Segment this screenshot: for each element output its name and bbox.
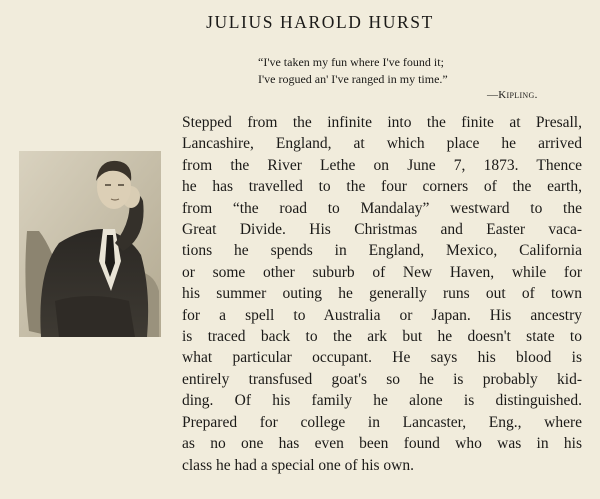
page-title: JULIUS HAROLD HURST	[206, 12, 434, 32]
epigraph-line: I've rogued an' I've ranged in my time.”	[258, 72, 448, 86]
bio-line: entirely transfused goat's so he is probably kid-	[182, 370, 582, 388]
bio-line: class he had a special one of his own.	[182, 456, 415, 474]
bio-line: from “the road to Mandalay” westward to the	[182, 199, 582, 217]
bio-line: as no one has even been found who was in his	[182, 435, 582, 453]
bio-line: ding. Of his family he alone is distinguished.	[182, 392, 582, 410]
bio-line: he has travelled to the four corners of the earth,	[182, 178, 582, 196]
portrait-image	[19, 151, 161, 337]
biography-text	[182, 112, 582, 476]
epigraph-line: “I've taken my fun where I've found it;	[258, 55, 444, 69]
bio-line: or some other suburb of New Haven, while for	[182, 263, 582, 281]
bio-line: Prepared for college in Lancaster, Eng., where	[182, 413, 582, 431]
bio-line: for a spell to Australia or Japan. His ancestry	[182, 306, 582, 324]
bio-line: Stepped from the infinite into the finite at Presall,	[182, 114, 582, 131]
portrait-photo	[19, 151, 161, 337]
bio-line: tions he spends in England, Mexico, California	[182, 242, 582, 260]
bio-line: is traced back to the ark but he doesn't state to	[182, 328, 582, 346]
bio-line: what particular occupant. He says his blood is	[182, 349, 582, 367]
bio-line: his summer outing he generally runs out of town	[182, 285, 582, 303]
epigraph-attribution: —Kipling.	[487, 89, 538, 101]
epigraph	[258, 54, 448, 88]
bio-line: Great Divide. His Christmas and Easter vaca-	[182, 221, 582, 239]
bio-line: Lancashire, England, at which place he arrived	[182, 135, 582, 153]
bio-line: from the River Lethe on June 7, 1873. Thence	[182, 156, 582, 174]
